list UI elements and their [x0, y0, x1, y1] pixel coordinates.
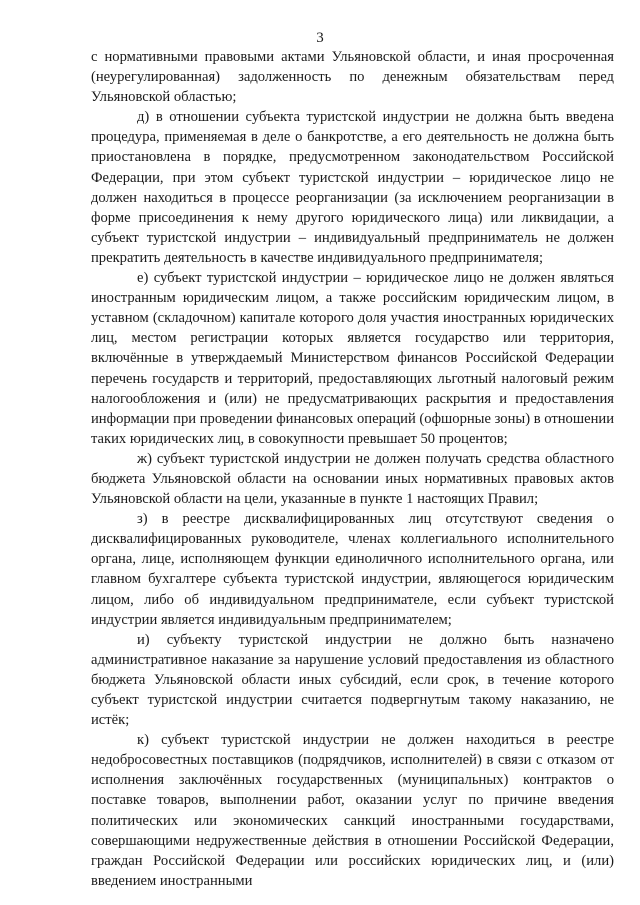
paragraph-item-d: д) в отношении субъекта туристской индустрии не должна быть введена процедура, применяемая в деле о банкротстве, а его деятельность не должна быть приостановлена в порядке, предусмотренном законодательством Российской Федерации, при этом субъект туристской индустрии – юридическое лицо не должен находиться в процессе реорганизации (за исключением реорганизации в форме присоединения к нему другого юридического лица) или ликвидации, а субъект туристской индустрии – индивидуальный предприниматель не должен прекратить деятельность в качестве индивидуального предпринимателя; [91, 109, 614, 266]
paragraph-continuation: с нормативными правовыми актами Ульяновской области, и иная просроченная (неурегулированная) задолженность по денежным обязательствам перед Ульяновской областью; [91, 49, 614, 106]
paragraph-item-z: з) в реестре дисквалифицированных лиц отсутствуют сведения о дисквалифицированных руководителе, членах коллегиального исполнительного органа, лице, исполняющем функции единоличного исполнительного органа, или главном бухгалтере субъекта туристской индустрии, являющегося юридическим лицом, либо об индивидуальном предпринимателе, если субъект туристской индустрии является индивидуальным предпринимателем; [91, 511, 614, 628]
paragraph-item-k: к) субъект туристской индустрии не должен находиться в реестре недобросовестных поставщиков (подрядчиков, исполнителей) в связи с отказом от исполнения заключённых государственных (муниципальных) контрактов о поставке товаров, выполнении работ, оказании услуг по причине введения политических или экономических санкций иностранными государствами, совершающими недружественные действия в отношении Российской Федерации, граждан Российской Федерации или российских юридических лиц, и (или) введением иностранными [91, 732, 614, 889]
paragraph-item-zh: ж) субъект туристской индустрии не должен получать средства областного бюджета Ульяновской области на основании иных нормативных правовых актов Ульяновской области на цели, указанные в пункте 1 настоящих Правил; [91, 450, 614, 508]
document-body [91, 47, 614, 891]
page-number: 3 [316, 30, 324, 46]
paragraph-item-e: е) субъект туристской индустрии – юридическое лицо не должен являться иностранным юридическим лицом, а также российским юридическим лицом, в уставном (складочном) капитале которого доля участия иностранных юридических лиц, местом регистрации которых является государство или территория, включённые в утверждаемый Министерством финансов Российской Федерации перечень государств и территорий, предоставляющих льготный налоговый режим налогообложения и (или) не предусматривающих раскрытия и предоставления информации при проведении финансовых операций (офшорные зоны) в отношении таких юридических лиц, в совокупности превышает 50 процентов; [91, 270, 614, 447]
paragraph-item-i: и) субъекту туристской индустрии не должно быть назначено административное наказание за нарушение условий предоставления из областного бюджета Ульяновской области иных субсидий, если срок, в течение которого субъект туристской индустрии считается подвергнутым такому наказанию, не истёк; [91, 631, 614, 729]
